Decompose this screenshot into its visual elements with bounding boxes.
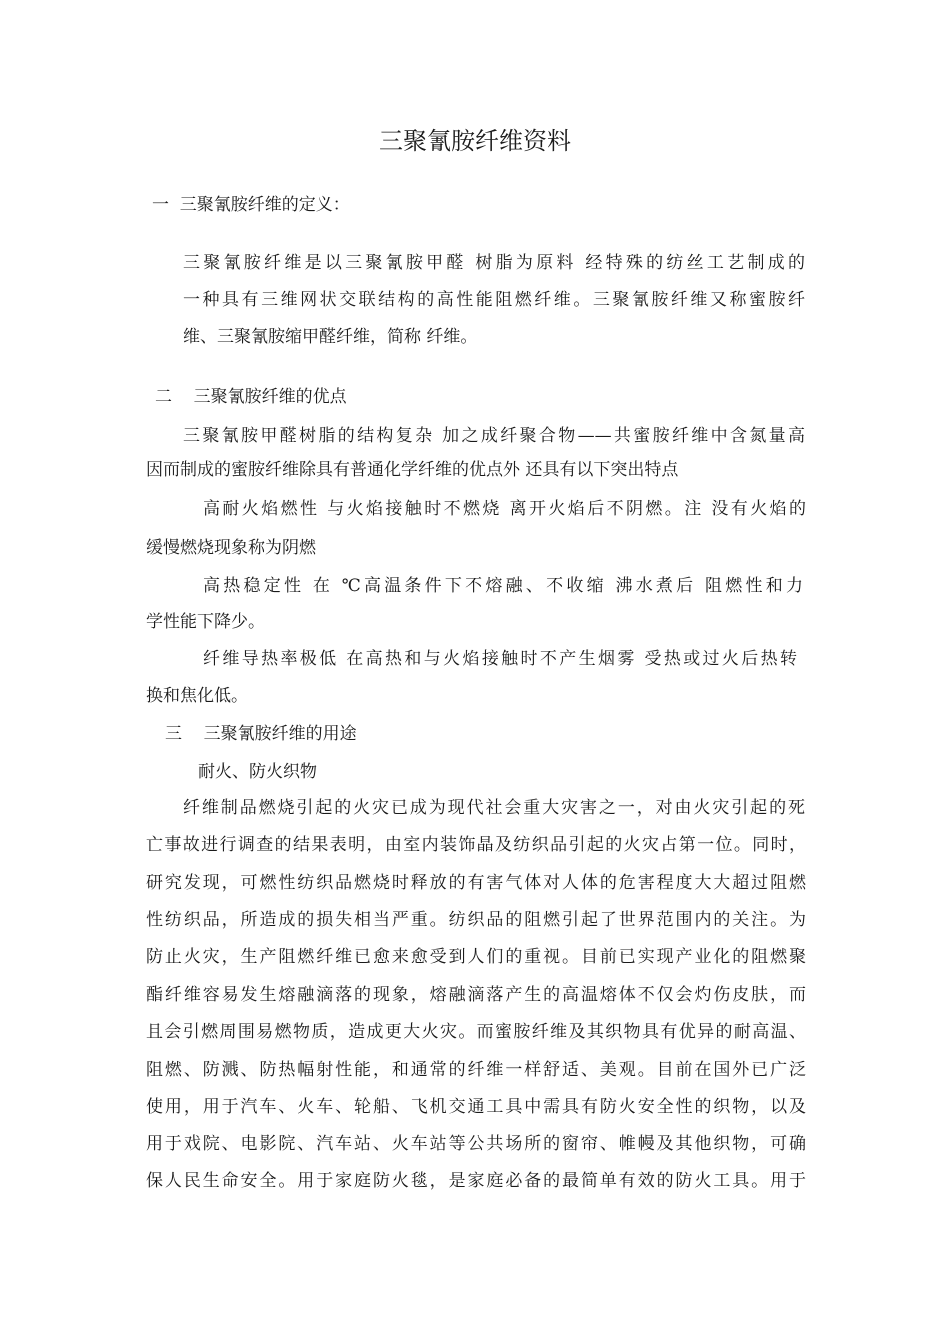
section3-line-2: 亡事故进行调查的结果表明，由室内装饰晶及纺织品引起的火灾占第一位。同时，: [146, 835, 806, 855]
section3-line-3: 研究发现，可燃性纺织品燃烧时释放的有害气体对人体的危害程度大大超过阻燃: [146, 873, 806, 893]
section3-line-1: 纤维制品燃烧引起的火灾已成为现代社会重大灾害之一，对由火灾引起的死: [183, 798, 805, 818]
section3-line-7: 且会引燃周围易燃物质，造成更大火灾。而蜜胺纤维及其织物具有优异的耐高温、: [146, 1022, 806, 1042]
section3-line-4: 性纺织品，所造成的损失相当严重。纺织品的阻燃引起了世界范围内的关注。为: [146, 910, 806, 930]
section1-line-2: 一种具有三维网状交联结构的高性能阻燃纤维。三聚氰胺纤维又称蜜胺纤: [183, 290, 805, 310]
section3-subheading: 耐火、防火织物: [198, 762, 317, 782]
section2-point1-line-2: 缓慢燃烧现象称为阴燃: [146, 538, 316, 558]
section3-line-6: 酯纤维容易发生熔融滴落的现象，熔融滴落产生的高温熔体不仅会灼伤皮肤，而: [146, 985, 806, 1005]
section1-line-3: 维、三聚氰胺缩甲醛纤维，简称 纤维。: [183, 327, 478, 347]
section1-line-1: 三聚氰胺纤维是以三聚氰胺甲醛 树脂为原料 经特殊的纺丝工艺制成的: [183, 253, 805, 273]
section3-line-10: 用于戏院、电影院、汽车站、火车站等公共场所的窗帘、帷幔及其他织物，可确: [146, 1134, 806, 1154]
section2-heading: 二 三聚氰胺纤维的优点: [155, 387, 347, 407]
section2-intro-line-2: 因而制成的蜜胺纤维除具有普通化学纤维的优点外 还具有以下突出特点: [146, 460, 679, 480]
section1-heading: 一 三聚氰胺纤维的定义：: [152, 195, 350, 215]
section2-point3-line-1: 纤维导热率极低 在高热和与火焰接触时不产生烟雾 受热或过火后热转: [203, 649, 797, 669]
section2-point2-line-1: 高热稳定性 在 ℃高温条件下不熔融、不收缩 沸水煮后 阻燃性和力: [203, 576, 803, 596]
section2-point3-line-2: 换和焦化低。: [146, 686, 248, 706]
section3-line-8: 阻燃、防溅、防热幅射性能，和通常的纤维一样舒适、美观。目前在国外已广泛: [146, 1060, 806, 1080]
section3-line-11: 保人民生命安全。用于家庭防火毯，是家庭必备的最简单有效的防火工具。用于: [146, 1171, 806, 1191]
section2-intro-line-1: 三聚氰胺甲醛树脂的结构复杂 加之成纤聚合物——共蜜胺纤维中含氮量高: [183, 426, 805, 446]
section3-line-5: 防止火灾，生产阻燃纤维已愈来愈受到人们的重视。目前已实现产业化的阻燃聚: [146, 947, 806, 967]
document-title: 三聚氰胺纤维资料: [379, 127, 571, 155]
section2-point2-line-2: 学性能下降少。: [146, 612, 265, 632]
section3-heading: 三 三聚氰胺纤维的用途: [165, 724, 357, 744]
section2-point1-line-1: 高耐火焰燃性 与火焰接触时不燃烧 离开火焰后不阴燃。注 没有火焰的: [203, 499, 806, 519]
section3-line-9: 使用，用于汽车、火车、轮船、飞机交通工具中需具有防火安全性的织物，以及: [146, 1097, 806, 1117]
